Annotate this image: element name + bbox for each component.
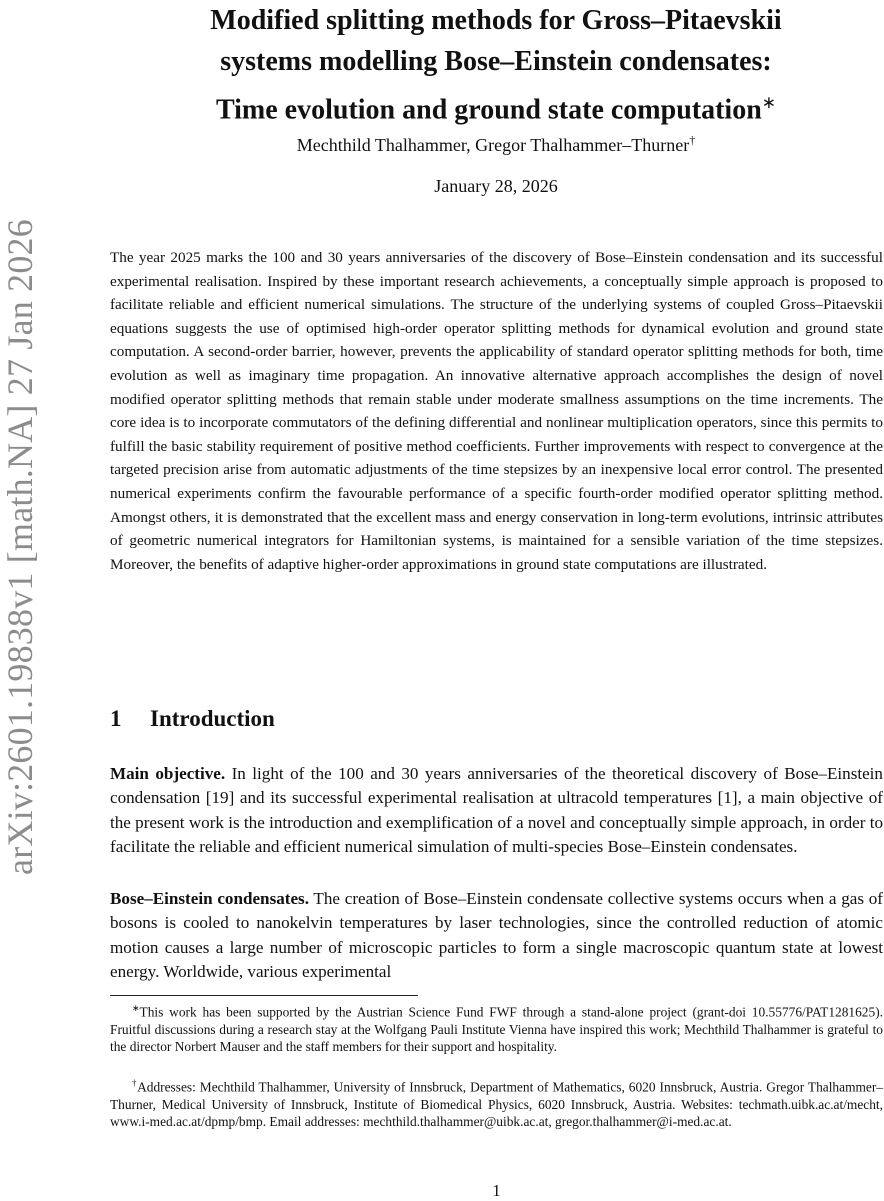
section-number: 1	[110, 706, 122, 731]
publication-date: January 28, 2026	[434, 176, 558, 196]
footnote-addresses	[110, 1075, 883, 1131]
title-line-2: systems modelling Bose–Einstein condensates:	[220, 46, 772, 77]
page-number: 1	[492, 1181, 501, 1200]
paragraph-lead: Main objective.	[110, 764, 226, 783]
author-names: Mechthild Thalhammer, Gregor Thalhammer–Thurner	[296, 135, 690, 155]
abstract: The year 2025 marks the 100 and 30 years anniversaries of the discovery of Bose–Einstein condensation and its successful experimental realisation. Inspired by these important research achievements, a conceptually simple approach is proposed to facilitate reliable and efficient numerical simulations. The structure of the underlying systems of coupled Gross–Pitaevskii equations suggests the use of optimised high-order operator splitting methods for dynamical evolution and ground state computation. A second-order barrier, however, prevents the applicability of standard operator splitting methods for both, time evolution as well as imaginary time propagation. An innovative alternative approach accomplishes the design of novel modified operator splitting methods that remain stable under moderate smallness assumptions on the time increments. The core idea is to incorporate commutators of the defining differential and nonlinear multiplication operators, since this permits to fulfill the basic stability requirement of positive method coefficients. Further improvements with respect to convergence at the targeted precision arise from automatic adjustments of the time stepsizes by an inexpensive local error control. The presented numerical experiments confirm the favourable performance of a specific fourth-order modified operator splitting method. Amongst others, it is demonstrated that the excellent mass and energy conservation in long-term evolutions, intrinsic attributes of geometric numerical integrators for Hamiltonian systems, is maintained for a sensible variation of the time stepsizes. Moreover, the benefits of adaptive higher-order approximations in ground state computations are illustrated.	[110, 249, 883, 573]
title-line-1: Modified splitting methods for Gross–Pitaevskii	[210, 5, 782, 36]
paragraph-text: In light of the 100 and 30 years anniversaries of the theoretical discovery of Bose–Einstein condensation [19] and its successful experimental realisation at ultracold temperatures [1], a main objective of the present work is the introduction and exemplification of a novel and conceptually simple approach, in order to facilitate the reliable and efficient numerical simulation of multi-species Bose–Einstein condensates.	[110, 764, 883, 857]
section-heading-introduction	[110, 706, 275, 732]
footnote-marker: ∗	[132, 1003, 140, 1013]
paragraph-bose-einstein-condensates	[110, 887, 883, 985]
paragraph-text: The creation of Bose–Einstein condensate collective systems occurs when a gas of bosons is cooled to nanokelvin temperatures by laser technologies, since the controlled reduction of atomic motion causes a large number of microscopic particles to form a single macroscopic quantum state at lowest energy. Worldwide, various experimental	[110, 889, 884, 982]
title-line-3	[110, 82, 882, 130]
footnote-text: Addresses: Mechthild Thalhammer, University of Innsbruck, Department of Mathematics, 6020 Innsbruck, Austria. Gregor Thalhammer–Thurner, Medical University of Innsbruck, Institute of Biomedical Physics, 6020 Innsbruck, Austria. Websites: techmath.uibk.ac.at/mecht, www.i-med.ac.at/dpmp/bmp. Email addresses: mechthild.thalhammer@uibk.ac.at, gregor.thalhammer@i-med.ac.at.	[110, 1079, 884, 1130]
footnote-text: This work has been supported by the Austrian Science Fund FWF through a stand-alone project (grant-doi 10.55776/PAT1281625). Fruitful discussions during a research stay at the Wolfgang Pauli Institute Vienna have inspired this work; Mechthild Thalhammer is grateful to the director Norbert Mauser and the staff members for their support and hospitality.	[110, 1004, 883, 1055]
author-footnote-marker[interactable]: †	[689, 133, 696, 147]
title-footnote-marker[interactable]: ∗	[761, 93, 777, 112]
footnote-divider	[110, 995, 418, 996]
arxiv-identifier-text: arXiv:2601.19838v1 [math.NA] 27 Jan 2026	[0, 219, 40, 875]
section-title: Introduction	[150, 706, 275, 731]
footnote-marker: †	[132, 1078, 138, 1088]
paper-title	[110, 0, 882, 130]
author-list	[110, 133, 882, 156]
footnote-funding	[110, 1000, 883, 1056]
paragraph-lead: Bose–Einstein condensates.	[110, 889, 309, 908]
arxiv-identifier-stamp	[0, 0, 50, 1200]
title-line-3-text: Time evolution and ground state computation	[215, 94, 762, 126]
paragraph-main-objective	[110, 762, 883, 860]
